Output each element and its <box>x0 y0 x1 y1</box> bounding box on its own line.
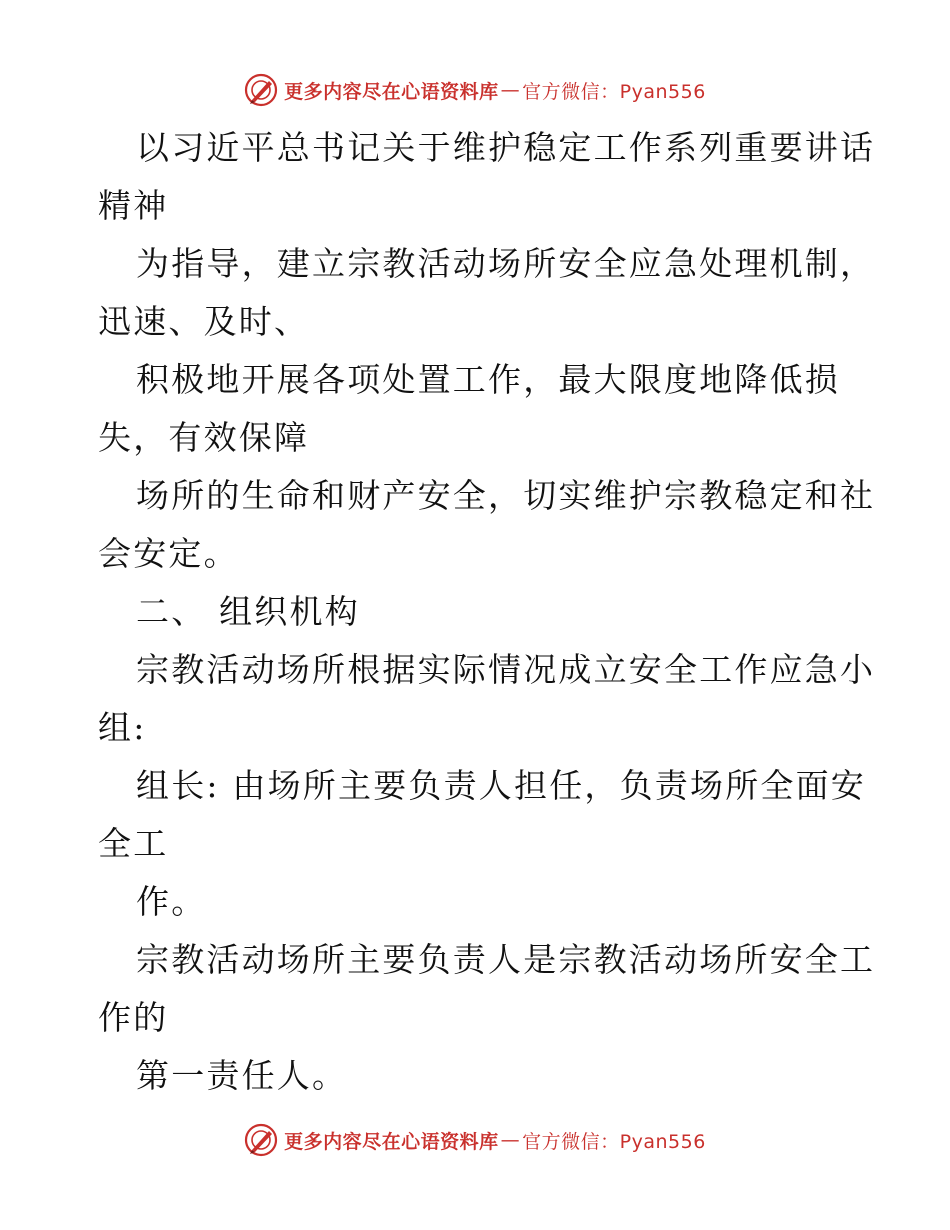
paragraph-line: 宗教活动场所主要负责人是宗教活动场所安全工 <box>136 940 876 979</box>
paragraph-line: 组长: 由场所主要负责人担任，负责场所全面安 <box>136 766 867 805</box>
pen-logo-icon <box>244 73 278 107</box>
paragraph-line: 失，有效保障 <box>98 418 310 457</box>
header-wechat: 官方微信：Pyan556 <box>522 80 706 103</box>
paragraph-line: 作的 <box>98 998 169 1037</box>
footer-banner <box>0 1122 950 1158</box>
paragraph-line: 为指导，建立宗教活动场所安全应急处理机制， <box>136 244 876 283</box>
pen-logo-icon <box>244 1123 278 1157</box>
paragraph-line: 会安定。 <box>98 534 239 573</box>
footer-wechat: 官方微信：Pyan556 <box>522 1130 706 1153</box>
header-banner <box>0 72 950 108</box>
paragraph-line: 第一责任人。 <box>136 1056 348 1095</box>
paragraph-line: 迅速、及时、 <box>98 302 310 341</box>
paragraph-line: 积极地开展各项处置工作，最大限度地降低损 <box>136 360 840 399</box>
header-separator: — <box>500 79 521 101</box>
paragraph-line: 以习近平总书记关于维护稳定工作系列重要讲话 <box>136 128 876 167</box>
paragraph-line: 宗教活动场所根据实际情况成立安全工作应急小 <box>136 650 876 689</box>
paragraph-line: 精神 <box>98 186 169 225</box>
section-heading: 二、 组织机构 <box>136 592 360 631</box>
footer-separator: — <box>500 1129 521 1151</box>
paragraph-line: 组: <box>98 708 147 747</box>
paragraph-line: 场所的生命和财产安全，切实维护宗教稳定和社 <box>136 476 876 515</box>
paragraph-line: 作。 <box>136 882 207 921</box>
footer-site-name: 更多内容尽在心语资料库 <box>284 1130 499 1153</box>
paragraph-line: 全工 <box>98 824 169 863</box>
header-site-name: 更多内容尽在心语资料库 <box>284 80 499 103</box>
